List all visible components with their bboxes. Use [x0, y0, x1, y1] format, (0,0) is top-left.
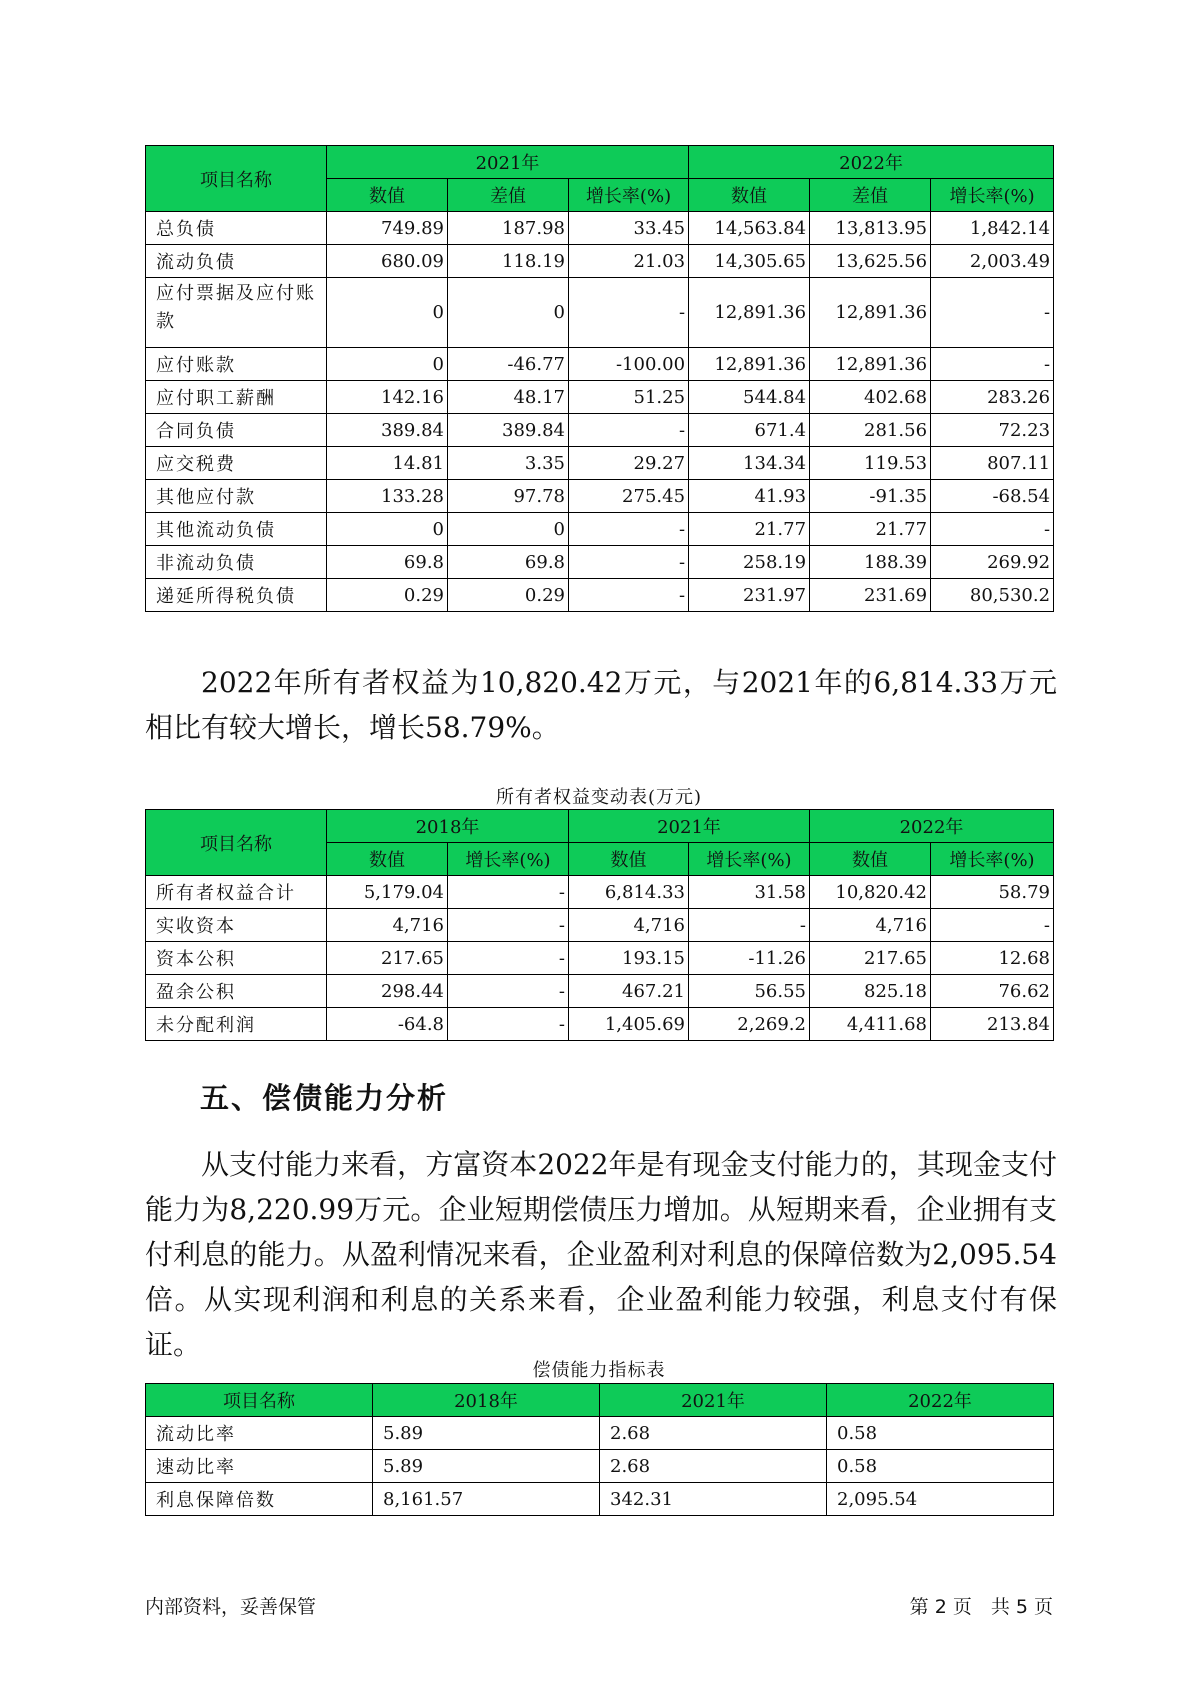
subheader: 数值 [569, 843, 689, 876]
table-cell: 48.17 [448, 381, 569, 414]
table-cell: - [569, 546, 689, 579]
table-cell: - [448, 909, 569, 942]
row-label: 实收资本 [146, 909, 327, 942]
table-cell: 1,842.14 [931, 212, 1054, 245]
table-cell: 544.84 [689, 381, 810, 414]
header-year: 2022年 [810, 810, 1054, 843]
table-cell: 188.39 [810, 546, 931, 579]
table-cell: 80,530.2 [931, 579, 1054, 612]
table-cell: 119.53 [810, 447, 931, 480]
table-cell: 281.56 [810, 414, 931, 447]
subheader: 增长率(%) [689, 843, 810, 876]
table-cell: 69.8 [327, 546, 448, 579]
table-cell: 807.11 [931, 447, 1054, 480]
table-cell: 671.4 [689, 414, 810, 447]
table-cell: 58.79 [931, 876, 1054, 909]
subheader: 差值 [448, 179, 569, 212]
table-cell: 4,716 [810, 909, 931, 942]
table-cell: 133.28 [327, 480, 448, 513]
table-cell: 0 [327, 278, 448, 348]
table-row [146, 245, 1054, 278]
table-cell: 0.58 [827, 1450, 1054, 1483]
table-cell: 4,716 [327, 909, 448, 942]
table-row [146, 975, 1054, 1008]
table-cell: - [931, 278, 1054, 348]
footer-left: 内部资料，妥善保管 [145, 1596, 317, 1618]
table-cell: 0.58 [827, 1417, 1054, 1450]
table-row [146, 1450, 1054, 1483]
table-cell: - [689, 909, 810, 942]
table-cell: - [448, 975, 569, 1008]
table-cell: 12.68 [931, 942, 1054, 975]
header-year: 2018年 [373, 1384, 600, 1417]
table-cell: 14,563.84 [689, 212, 810, 245]
subheader: 增长率(%) [931, 843, 1054, 876]
table-row [146, 1008, 1054, 1041]
table-cell: 4,411.68 [810, 1008, 931, 1041]
footer-page-number: 第 2 页 共 5 页 [909, 1596, 1053, 1618]
table-cell: 21.77 [810, 513, 931, 546]
table-cell: -11.26 [689, 942, 810, 975]
row-label: 应付职工薪酬 [146, 381, 327, 414]
table-row [146, 942, 1054, 975]
table-cell: 193.15 [569, 942, 689, 975]
table-cell: -91.35 [810, 480, 931, 513]
header-year: 2018年 [327, 810, 569, 843]
table-cell: 14,305.65 [689, 245, 810, 278]
table-cell: 51.25 [569, 381, 689, 414]
table-cell: 6,814.33 [569, 876, 689, 909]
table-row [146, 278, 1054, 348]
row-label: 流动负债 [146, 245, 327, 278]
table-cell: 118.19 [448, 245, 569, 278]
table-cell: 1,405.69 [569, 1008, 689, 1041]
header-year: 2022年 [827, 1384, 1054, 1417]
row-label: 其他应付款 [146, 480, 327, 513]
subheader: 差值 [810, 179, 931, 212]
table-cell: 389.84 [448, 414, 569, 447]
table-cell: - [931, 909, 1054, 942]
table-cell: 217.65 [810, 942, 931, 975]
table-cell: 217.65 [327, 942, 448, 975]
row-label: 未分配利润 [146, 1008, 327, 1041]
row-label: 其他流动负债 [146, 513, 327, 546]
header-year: 2021年 [569, 810, 810, 843]
table-cell: 76.62 [931, 975, 1054, 1008]
header-year: 2022年 [689, 146, 1054, 179]
table-cell: 31.58 [689, 876, 810, 909]
table-cell: - [931, 348, 1054, 381]
table-cell: 13,813.95 [810, 212, 931, 245]
table-caption: 所有者权益变动表(万元) [495, 787, 703, 808]
table-cell: - [569, 414, 689, 447]
table-cell: 21.03 [569, 245, 689, 278]
equity-paragraph: 2022年所有者权益为10,820.42万元，与2021年的6,814.33万元相比有较大增长，增长58.79%。 [145, 666, 1057, 744]
row-label: 递延所得税负债 [146, 579, 327, 612]
header-item-name: 项目名称 [146, 1384, 373, 1417]
subheader: 增长率(%) [931, 179, 1054, 212]
table-cell: 187.98 [448, 212, 569, 245]
table-cell: 29.27 [569, 447, 689, 480]
table-row [146, 876, 1054, 909]
table-cell: 10,820.42 [810, 876, 931, 909]
table-row [146, 546, 1054, 579]
solvency-paragraph: 从支付能力来看，方富资本2022年是有现金支付能力的，其现金支付能力为8,220.99万元。企业短期偿债压力增加。从短期来看，企业拥有支付利息的能力。从盈利情况来看，企业盈利对利息的保障倍数为2,095.54倍。从实现利润和利息的关系来看，企业盈利能力较强，利息支付有保证。 [145, 1148, 1057, 1361]
header-year: 2021年 [600, 1384, 827, 1417]
table-cell: - [931, 513, 1054, 546]
table-row [146, 447, 1054, 480]
table-cell: 41.93 [689, 480, 810, 513]
row-label: 合同负债 [146, 414, 327, 447]
table-row [146, 381, 1054, 414]
table-caption: 偿债能力指标表 [532, 1360, 666, 1381]
table-cell: 402.68 [810, 381, 931, 414]
row-label: 非流动负债 [146, 546, 327, 579]
table-cell: 231.97 [689, 579, 810, 612]
table-cell: 825.18 [810, 975, 931, 1008]
table-cell: 2,003.49 [931, 245, 1054, 278]
table-cell: 5.89 [373, 1417, 600, 1450]
table-cell: 69.8 [448, 546, 569, 579]
equity-table [145, 809, 1054, 1041]
table-row [146, 579, 1054, 612]
row-label: 所有者权益合计 [146, 876, 327, 909]
header-item-name: 项目名称 [146, 146, 327, 212]
table-cell: 56.55 [689, 975, 810, 1008]
table-cell: 2.68 [600, 1450, 827, 1483]
section-heading: 五、偿债能力分析 [200, 1081, 449, 1115]
row-label: 资本公积 [146, 942, 327, 975]
table-cell: - [569, 513, 689, 546]
table-cell: 680.09 [327, 245, 448, 278]
table-cell: 97.78 [448, 480, 569, 513]
table-cell: 0.29 [448, 579, 569, 612]
table-cell: 2,269.2 [689, 1008, 810, 1041]
subheader: 增长率(%) [448, 843, 569, 876]
table-cell: -68.54 [931, 480, 1054, 513]
table-cell: - [448, 876, 569, 909]
table-row [146, 909, 1054, 942]
subheader: 数值 [689, 179, 810, 212]
table-cell: 8,161.57 [373, 1483, 600, 1516]
table-row [146, 348, 1054, 381]
table-cell: 12,891.36 [810, 348, 931, 381]
table-cell: 72.23 [931, 414, 1054, 447]
table-cell: 12,891.36 [689, 278, 810, 348]
table-row [146, 513, 1054, 546]
liability-table [145, 145, 1054, 612]
table-cell: 342.31 [600, 1483, 827, 1516]
table-cell: 0 [448, 513, 569, 546]
table-row [146, 1483, 1054, 1516]
table-cell: 298.44 [327, 975, 448, 1008]
table-row [146, 480, 1054, 513]
subheader: 增长率(%) [569, 179, 689, 212]
table-cell: 269.92 [931, 546, 1054, 579]
header-year: 2021年 [327, 146, 689, 179]
row-label: 应付账款 [146, 348, 327, 381]
subheader: 数值 [327, 843, 448, 876]
table-cell: 12,891.36 [810, 278, 931, 348]
table-cell: -64.8 [327, 1008, 448, 1041]
row-label: 流动比率 [146, 1417, 373, 1450]
table-cell: 389.84 [327, 414, 448, 447]
table-cell: 4,716 [569, 909, 689, 942]
row-label: 速动比率 [146, 1450, 373, 1483]
row-label: 盈余公积 [146, 975, 327, 1008]
row-label: 总负债 [146, 212, 327, 245]
table-cell: 213.84 [931, 1008, 1054, 1041]
table-cell: 12,891.36 [689, 348, 810, 381]
table-cell: 0 [327, 513, 448, 546]
table-cell: - [448, 1008, 569, 1041]
table-cell: - [569, 278, 689, 348]
header-item-name: 项目名称 [146, 810, 327, 876]
table-cell: 5.89 [373, 1450, 600, 1483]
table-cell: 13,625.56 [810, 245, 931, 278]
solvency-table [145, 1383, 1054, 1516]
table-cell: 14.81 [327, 447, 448, 480]
subheader: 数值 [810, 843, 931, 876]
table-cell: 3.35 [448, 447, 569, 480]
table-cell: 0.29 [327, 579, 448, 612]
table-cell: 2.68 [600, 1417, 827, 1450]
table-cell: -46.77 [448, 348, 569, 381]
table-cell: 33.45 [569, 212, 689, 245]
table-cell: 283.26 [931, 381, 1054, 414]
row-label: 应交税费 [146, 447, 327, 480]
table-cell: 142.16 [327, 381, 448, 414]
table-cell: 275.45 [569, 480, 689, 513]
table-row [146, 212, 1054, 245]
table-row [146, 414, 1054, 447]
table-cell: -100.00 [569, 348, 689, 381]
table-cell: 0 [327, 348, 448, 381]
table-cell: 258.19 [689, 546, 810, 579]
table-cell: 5,179.04 [327, 876, 448, 909]
table-cell: - [448, 942, 569, 975]
row-label: 利息保障倍数 [146, 1483, 373, 1516]
table-cell: - [569, 579, 689, 612]
table-cell: 134.34 [689, 447, 810, 480]
table-cell: 467.21 [569, 975, 689, 1008]
table-cell: 2,095.54 [827, 1483, 1054, 1516]
subheader: 数值 [327, 179, 448, 212]
table-cell: 749.89 [327, 212, 448, 245]
table-cell: 0 [448, 278, 569, 348]
table-row [146, 1417, 1054, 1450]
table-cell: 231.69 [810, 579, 931, 612]
row-label: 应付票据及应付账款 [146, 278, 327, 348]
table-cell: 21.77 [689, 513, 810, 546]
